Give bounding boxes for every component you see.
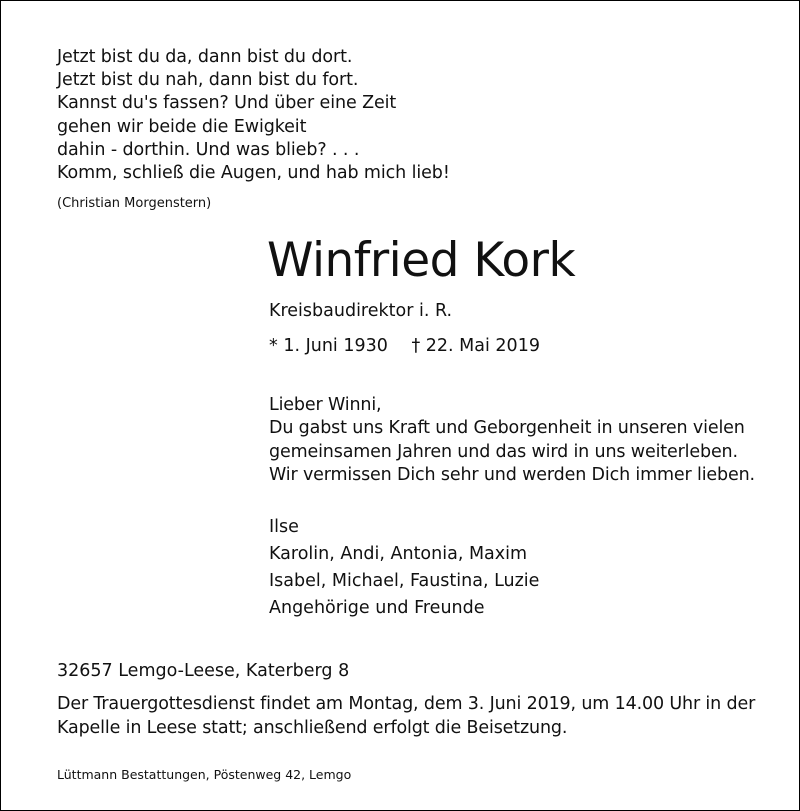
life-dates [269,336,540,356]
poem-line: Jetzt bist du da, dann bist du dort. [57,47,353,67]
farewell-letter [269,394,755,487]
poem-line: Kannst du's fassen? Und über eine Zeit [57,93,397,114]
service-notice [57,692,755,740]
death-date: † 22. Mai 2019 [411,336,540,356]
service-line: Der Trauergottesdienst findet am Montag, dem 3. Juni 2019, um 14.00 Uhr in der [57,694,756,714]
mourners-list [269,514,539,622]
birth-date: * 1. Juni 1930 [269,336,388,356]
deceased-title: Kreisbaudirektor i. R. [269,301,453,321]
poem-line: dahin - dorthin. Und was blieb? . . . [57,139,360,160]
mourner-entry: Karolin, Andi, Antonia, Maxim [269,544,528,564]
poem-line: Jetzt bist du nah, dann bist du fort. [57,70,359,91]
poem-line: Komm, schließ die Augen, und hab mich lieb! [57,163,450,184]
poem-author: (Christian Morgenstern) [57,196,212,211]
poem-line: gehen wir beide die Ewigkeit [57,116,307,137]
letter-line: Lieber Winni, [269,395,382,415]
mourner-entry: Ilse [269,517,299,537]
service-line: Kapelle in Leese statt; anschließend erfolgt die Beisetzung. [57,718,568,738]
mourner-entry: Isabel, Michael, Faustina, Luzie [269,571,540,591]
undertaker-info: Lüttmann Bestattungen, Pöstenweg 42, Lemgo [57,767,352,782]
poem [57,46,450,185]
letter-line: gemeinsamen Jahren und das wird in uns weiterleben. [269,441,738,462]
letter-line: Wir vermissen Dich sehr und werden Dich immer lieben. [269,464,755,485]
letter-line: Du gabst uns Kraft und Geborgenheit in unseren vielen [269,418,745,439]
family-address: 32657 Lemgo-Leese, Katerberg 8 [57,661,350,681]
deceased-name: Winfried Kork [267,233,576,288]
mourner-entry: Angehörige und Freunde [269,598,485,618]
